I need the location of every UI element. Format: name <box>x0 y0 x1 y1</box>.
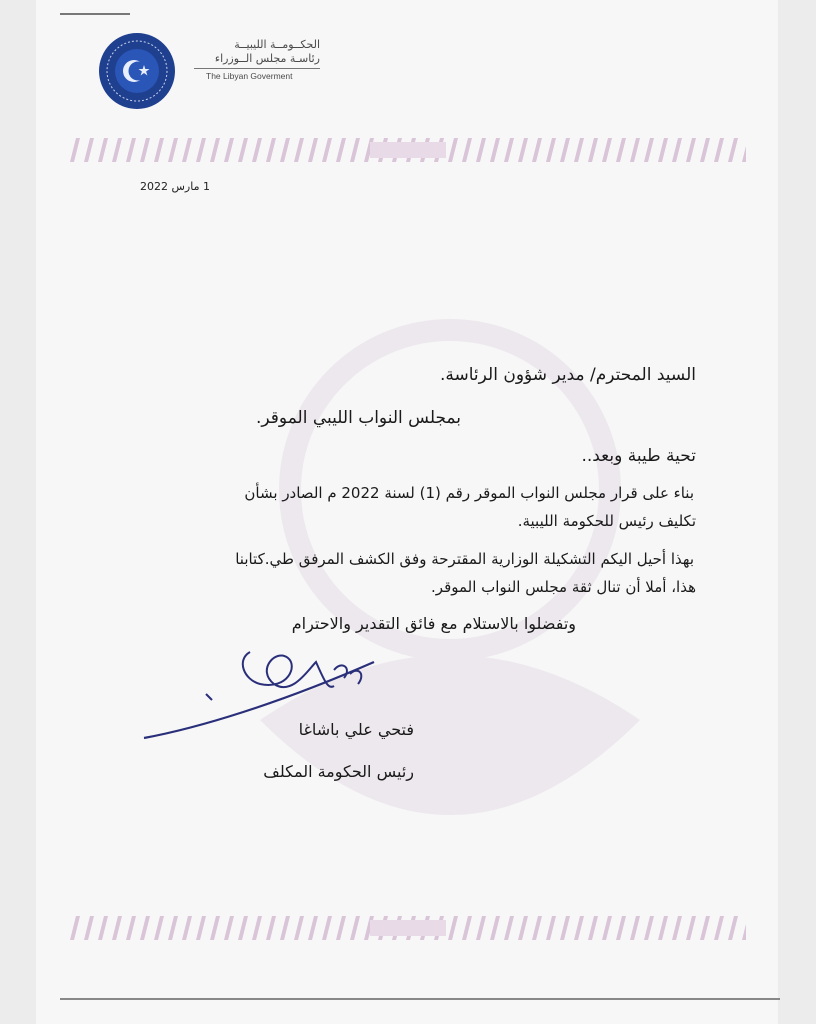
decorative-band-top <box>70 138 746 162</box>
letterhead <box>190 38 320 83</box>
top-rule <box>60 13 130 15</box>
greeting: تحية طيبة وبعد.. <box>581 446 696 466</box>
signatory-title: رئيس الحكومة المكلف <box>263 762 414 781</box>
paragraph-2-line-1: بهذا أحيل اليكم التشكيلة الوزارية المقترحة وفق الكشف المرفق طي.كتابنا <box>235 550 694 568</box>
org-name-ar: الحكــومــة الليبيــة <box>234 38 320 51</box>
letter-date: 1 مارس 2022 <box>140 180 210 193</box>
decorative-band-bottom <box>70 916 746 940</box>
salutation: السيد المحترم/ مدير شؤون الرئاسة. <box>439 365 696 385</box>
bottom-rule <box>60 998 780 1000</box>
signatory-name: فتحي علي باشاغا <box>298 720 414 739</box>
addressee-council: بمجلس النواب الليبي الموقر. <box>256 408 461 428</box>
paragraph-1-line-1: بناء على قرار مجلس النواب الموقر رقم (1) لسنة 2022 م الصادر بشأن <box>244 484 694 502</box>
org-department-ar: رئاسـة مجلس الــوزراء <box>194 52 320 69</box>
paragraph-1-line-2: تكليف رئيس للحكومة الليبية. <box>517 512 696 530</box>
libyan-government-logo <box>98 32 176 110</box>
closing-line: وتفضلوا بالاستلام مع فائق التقدير والاحترام <box>291 614 576 633</box>
org-name-en: The Libyan Goverment <box>206 71 293 81</box>
paragraph-2-line-2: هذا، أملا أن تنال ثقة مجلس النواب الموقر. <box>431 578 696 596</box>
